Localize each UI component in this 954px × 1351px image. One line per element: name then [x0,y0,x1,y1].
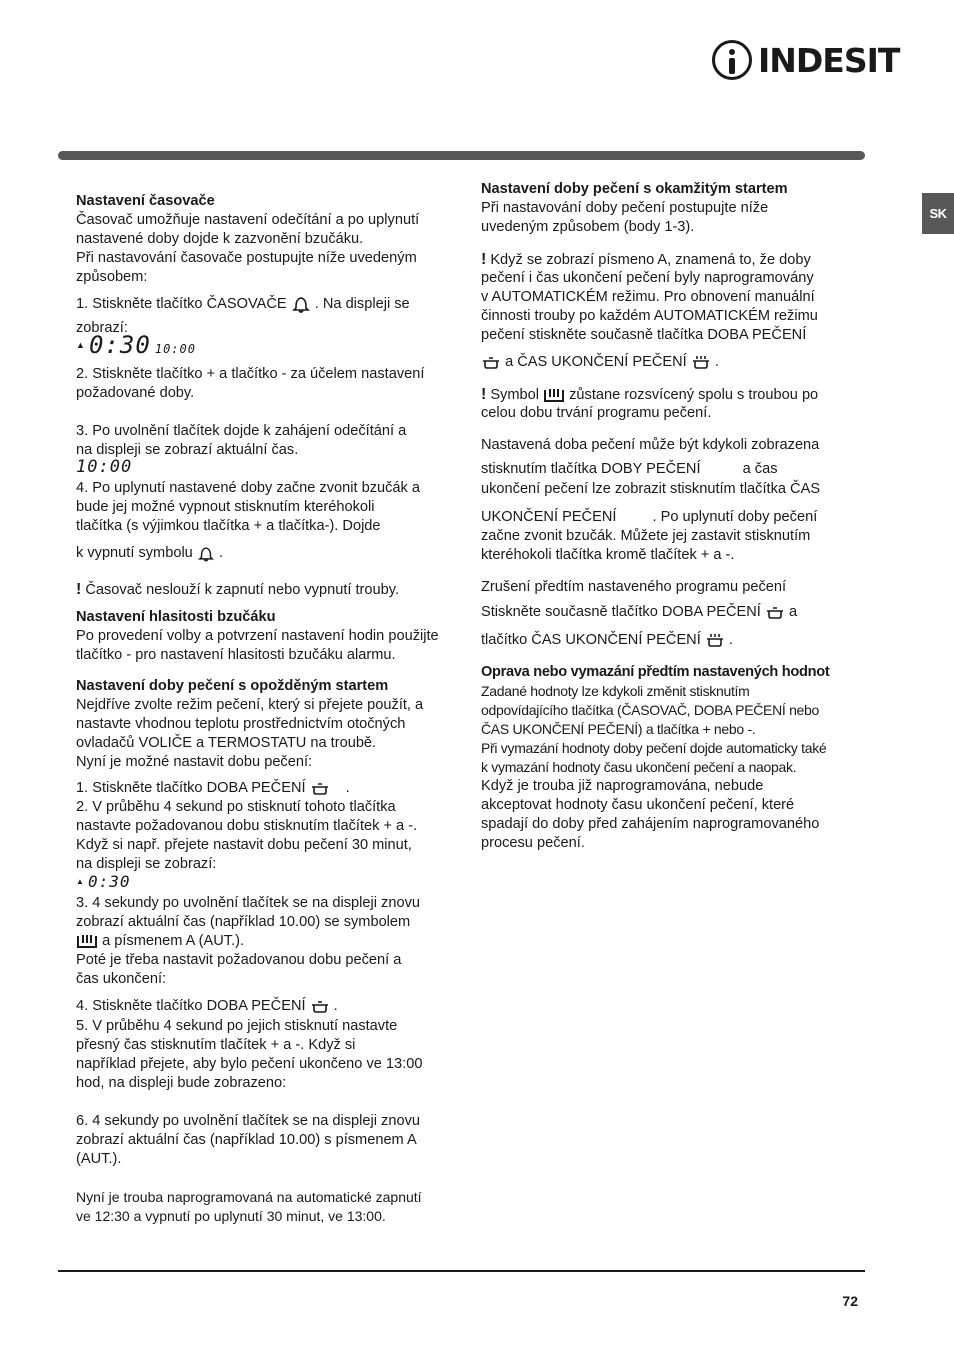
section-title-delayed: Nastavení doby pečení s opožděným startem [76,678,389,694]
text-line: nastavené doby dojde k zazvonění bzučáku. [76,231,364,247]
text-line: nastavte vhodnou teplotu prostřednictvím otočných [76,716,406,732]
text-line: pečení stiskněte současně tlačítka DOBA PEČENÍ [481,327,807,343]
brand-logo [712,38,899,82]
text-line: ve 12:30 a vypnutí po uplynutí 30 minut, ve 13:00. [76,1208,386,1224]
text-line: Zadané hodnoty lze kdykoli změnit stisknutím [481,683,750,699]
text-line: 3. Po uvolnění tlačítek dojde k zahájení odečítání a [76,423,407,439]
text-line: začne zvonit bzučák. Můžete jej zastavit stisknutím [481,528,811,544]
display-readout-2: 10:00 [76,457,133,477]
bell-icon [197,545,215,562]
section-title-timer: Nastavení časovače [76,193,215,209]
text-line: přesný čas stisknutím tlačítek + a -. Když si [76,1037,356,1053]
cooking-duration-icon [310,781,330,795]
header-bar [58,151,865,160]
text-line: zobrazí aktuální čas (například 10.00) s písmenem A [76,1132,417,1148]
section-title-immediate: Nastavení doby pečení s okamžitým startem [481,181,788,197]
end-cooking-icon [691,354,711,370]
text-line: Při vymazání hodnoty doby pečení dojde automaticky také [481,740,827,756]
text-line: k vymazání hodnoty času ukončení pečení a naopak. [481,759,797,775]
text-line: zobrazí aktuální čas (například 10.00) se symbolem [76,914,411,930]
text-line: čas ukončení: [76,971,167,987]
note-symbol: ! Symbol zůstane rozsvícený spolu s troubou po [481,386,819,403]
auto-mode-icon [543,386,565,404]
text-line: ovladačů VOLIČE a TERMOSTATU na troubě. [76,735,377,751]
timer-step-4-end: k vypnutí symbolu . [76,545,223,561]
timer-note: ! Časovač neslouží k zapnutí nebo vypnutí trouby. [76,581,400,598]
text-line: ČAS UKONČENÍ PEČENÍ) a tlačítka + nebo -. [481,721,756,737]
warning-icon: ! [481,386,487,403]
text-line: odpovídajícího tlačítka (ČASOVAČ, DOBA PEČENÍ nebo [481,702,820,718]
delayed-step-3-symbol: a písmenem A (AUT.). [76,932,244,951]
text-line: Po provedení volby a potvrzení nastavení hodin použijte [76,628,439,644]
text-line: celou dobu trvání programu pečení. [481,405,712,421]
timer-step-1: 1. Stiskněte tlačítko ČASOVAČE . Na displeji se [76,296,410,312]
text-line: ukončení pečení lze zobrazit stisknutím tlačítka ČAS [481,481,821,497]
text-line: činnosti trouby po každém AUTOMATICKÉM režimu [481,308,818,324]
text-line: v AUTOMATICKÉM režimu. Pro obnovení manuální [481,289,815,305]
text-line: zobrazí: [76,320,128,336]
section-title-edit: Oprava nebo vymazání předtím nastavených hodnot [481,664,830,680]
text-line: například přejete, aby bylo pečení ukončeno ve 13:00 [76,1056,423,1072]
language-tab: SK [922,193,954,234]
text-line: Když si např. přejete nastavit dobu pečení 30 minut, [76,837,412,853]
text-line: Nyní je možné nastavit dobu pečení: [76,754,313,770]
display-readout-3: ▲ 0:30 [76,872,131,891]
text-line: akceptovat hodnoty času ukončení pečení, které [481,797,795,813]
text-line: Poté je třeba nastavit požadovanou dobu pečení a [76,952,402,968]
note-auto-mode-end: a ČAS UKONČENÍ PEČENÍ . [481,353,719,372]
warning-icon: ! [76,581,82,598]
text-line: na displeji se zobrazí: [76,856,217,872]
page-number: 72 [842,1293,858,1309]
text-line: tlačítka (s výjimkou tlačítka + a tlačítka-). Dojde [76,518,381,534]
text-line: 2. Stiskněte tlačítko + a tlačítko - za účelem nastavení [76,366,425,382]
text-line: spadají do doby před zahájením naprogramovaného [481,816,820,832]
text-line: způsobem: [76,269,148,285]
warning-icon: ! [481,251,487,268]
note-auto-mode: ! Když se zobrazí písmeno A, znamená to, že doby [481,251,811,268]
show-duration-line: stisknutím tlačítka DOBY PEČENÍ a čas [481,461,778,477]
text-line: Nastavená doba pečení může být kdykoli zobrazena [481,437,820,453]
text-line: nastavte požadovanou dobu stisknutím tlačítek + a -. [76,818,418,834]
text-line: Při nastavování časovače postupujte níže uvedeným [76,250,417,266]
brand-name: INDESIT [758,40,900,80]
text-line: 2. V průběhu 4 sekund po stisknutí tohoto tlačítka [76,799,396,815]
text-line: na displeji se zobrazí aktuální čas. [76,442,299,458]
end-cooking-icon [705,632,725,648]
delayed-step-1: 1. Stiskněte tlačítko DOBA PEČENÍ . [76,780,350,796]
text-line: bude jej možné vypnout stisknutím kteréhokoli [76,499,375,515]
text-line: Když je trouba již naprogramována, nebude [481,778,764,794]
text-line: uvedeným způsobem (body 1-3). [481,219,695,235]
section-title-cancel: Zrušení předtím nastaveného programu pečení [481,579,787,595]
indesit-logo-icon [712,40,752,80]
text-line: Nejdříve zvolte režim pečení, který si přejete použít, a [76,697,424,713]
text-line: procesu pečení. [481,835,585,851]
text-line: pečení i čas ukončení pečení byly naprogramovány [481,270,814,286]
text-line: 3. 4 sekundy po uvolnění tlačítek se na displeji znovu [76,895,420,911]
section-title-volume: Nastavení hlasitosti bzučáku [76,609,276,625]
text-line: tlačítko - pro nastavení hlasitosti bzučáku alarmu. [76,647,396,663]
text-line: Nyní je trouba naprogramovaná na automatické zapnutí [76,1189,422,1205]
cancel-line-2: tlačítko ČAS UKONČENÍ PEČENÍ . [481,632,733,648]
cooking-duration-icon [310,999,330,1013]
show-end-line: UKONČENÍ PEČENÍ . Po uplynutí doby pečení [481,509,818,525]
text-line: Časovač umožňuje nastavení odečítání a po uplynutí [76,212,420,228]
text-line: požadované doby. [76,385,195,401]
display-readout-1: ▲ 0:30 10:00 [76,331,196,359]
cooking-duration-icon [481,355,501,369]
delayed-step-4: 4. Stiskněte tlačítko DOBA PEČENÍ . [76,998,338,1014]
text-line: hod, na displeji bude zobrazeno: [76,1075,287,1091]
text-line: kteréhokoli tlačítka kromě tlačítek + a -. [481,547,735,563]
text-line: 5. V průběhu 4 sekund po jejich stisknutí nastavte [76,1018,398,1034]
cancel-line-1: Stiskněte současně tlačítko DOBA PEČENÍ a [481,604,798,620]
text-line: 4. Po uplynutí nastavené doby začne zvonit bzučák a [76,480,420,496]
cooking-duration-icon [765,605,785,619]
footer-rule [58,1270,865,1272]
auto-mode-icon [76,932,98,950]
text-line: 6. 4 sekundy po uvolnění tlačítek se na displeji znovu [76,1113,420,1129]
bell-icon [291,295,311,313]
text-line: Při nastavování doby pečení postupujte níže [481,200,769,216]
text-line: (AUT.). [76,1151,122,1167]
